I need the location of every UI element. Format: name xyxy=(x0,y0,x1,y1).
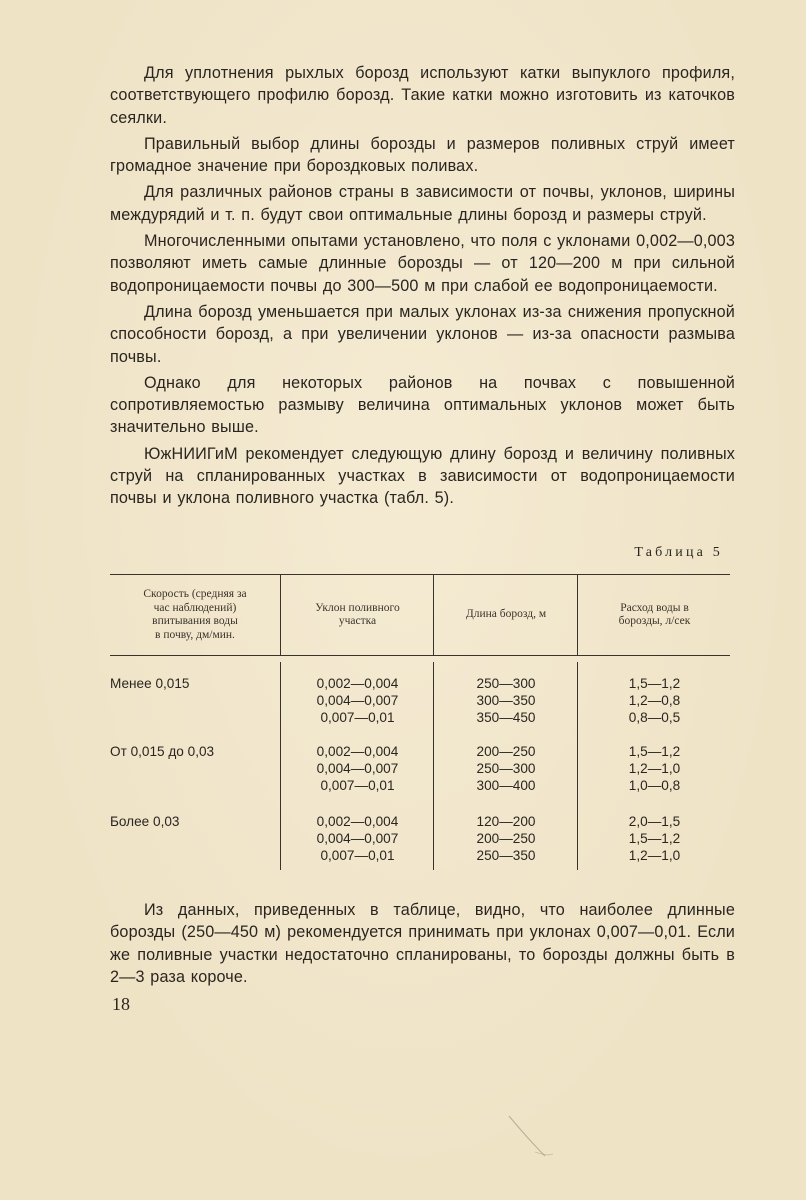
paragraph-8: Из данных, приведенных в таблице, видно, что наиболее длинные борозды (250—450 м) рекомендуется принимать при уклонах 0,007—0,01. Если же поливные участки недостаточно спланированы, то борозды должны быть в 2—3 раза короче. xyxy=(110,901,735,986)
table-divider xyxy=(577,662,578,870)
table-top-rule xyxy=(110,574,730,575)
table-divider xyxy=(280,662,281,870)
header-infiltration-rate: Скорость (средняя за час наблюдений) впитывания воды в почву, дм/мин. xyxy=(143,588,247,641)
paragraph-6: Однако для некоторых районов на почвах с повышенной сопротивляемостью размыву величина оптимальных уклонов может быть значительно выше. xyxy=(110,373,735,437)
header-furrow-length: Длина борозд, м xyxy=(465,608,547,621)
paragraph-2: Правильный выбор длины борозды и размеров поливных струй имеет громадное значение при бороздковых поливах. xyxy=(110,134,735,176)
paper-mark xyxy=(505,1112,555,1162)
page-number: 18 xyxy=(112,994,130,1014)
data-table xyxy=(110,574,730,870)
infiltration-rate-label: Более 0,03 xyxy=(110,814,180,829)
flow-cell: 1,5—1,2 1,2—0,8 0,8—0,5 xyxy=(628,676,681,725)
infiltration-rate-label: От 0,015 до 0,03 xyxy=(110,744,215,759)
paragraph-7: ЮжНИИГиМ рекомендует следующую длину борозд и величину поливных струй на спланированных участках в зависимости от водопроницаемости почвы и уклона поливного участка (табл. 5). xyxy=(110,444,735,508)
table-caption: Таблица 5 xyxy=(634,545,723,560)
flow-cell: 2,0—1,5 1,5—1,2 1,2—1,0 xyxy=(628,814,681,863)
slope-cell: 0,002—0,004 0,004—0,007 0,007—0,01 xyxy=(316,814,399,863)
paragraph-4: Многочисленными опытами установлено, что поля с уклонами 0,002—0,003 позволяют иметь самые длинные борозды — от 120—200 м при сильной водопроницаемости почвы до 300—500 м при слабой ее водопроницаемости. xyxy=(110,232,735,295)
body-text xyxy=(110,62,735,514)
flow-cell: 1,5—1,2 1,2—1,0 1,0—0,8 xyxy=(628,744,681,793)
slope-cell: 0,002—0,004 0,004—0,007 0,007—0,01 xyxy=(316,744,399,793)
infiltration-rate-label: Менее 0,015 xyxy=(110,676,190,691)
header-slope: Уклон поливного участка xyxy=(315,601,400,627)
table-divider xyxy=(433,574,434,655)
table-header-rule xyxy=(110,655,730,656)
table-divider xyxy=(577,574,578,655)
table-divider xyxy=(433,662,434,870)
length-cell: 200—250 250—300 300—400 xyxy=(476,744,536,793)
paragraph-1: Для уплотнения рыхлых борозд используют катки выпуклого профиля, соответствующего профилю борозд. Такие катки можно изготовить из каточков сеялки. xyxy=(110,64,735,127)
conclusion-text xyxy=(110,899,735,992)
length-cell: 250—300 300—350 350—450 xyxy=(476,676,536,725)
paragraph-3: Для различных районов страны в зависимости от почвы, уклонов, ширины междурядий и т. п. будут свои оптимальные длины борозд и размеры струй. xyxy=(110,183,735,224)
table-divider xyxy=(280,574,281,655)
header-water-flow: Расход воды в борозды, л/сек xyxy=(618,601,691,627)
slope-cell: 0,002—0,004 0,004—0,007 0,007—0,01 xyxy=(316,676,399,725)
paragraph-5: Длина борозд уменьшается при малых уклонах из-за снижения пропускной способности борозд, а при увеличении уклонов — из-за опасности размыва почвы. xyxy=(110,302,735,366)
length-cell: 120—200 200—250 250—350 xyxy=(476,814,536,863)
